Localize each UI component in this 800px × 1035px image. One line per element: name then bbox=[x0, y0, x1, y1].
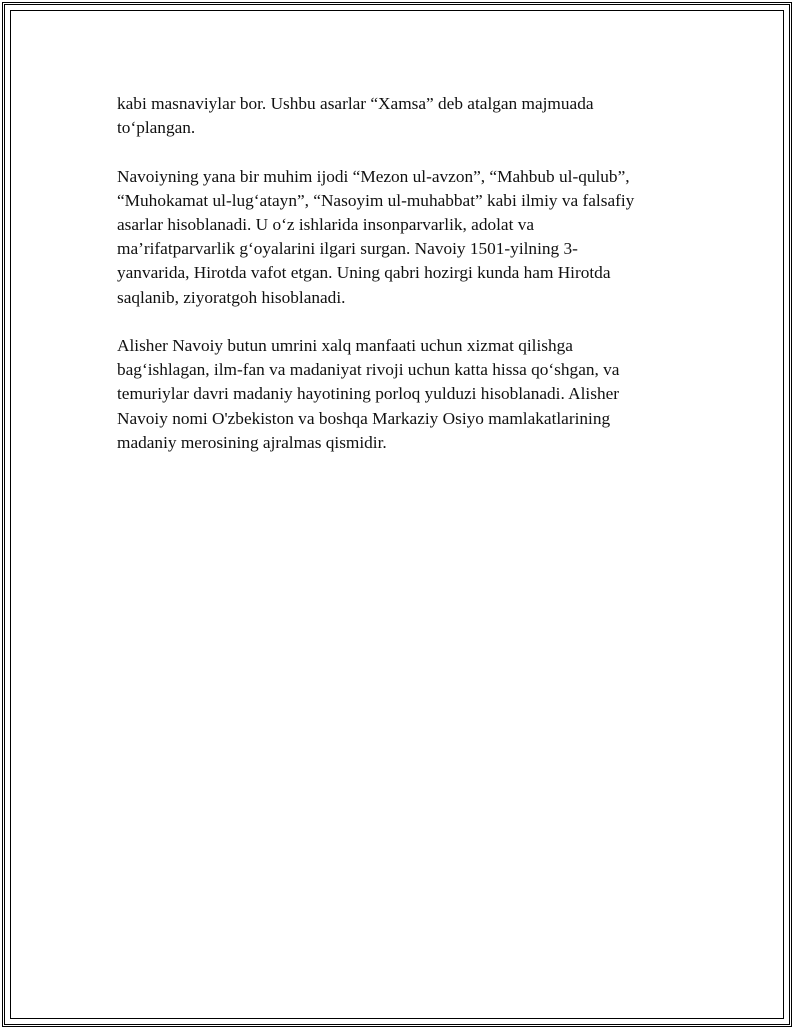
text-line: saqlanib, ziyoratgoh hisoblanadi. bbox=[117, 287, 346, 307]
text-line: ma’rifatparvarlik g‘oyalarini ilgari surgan. Navoiy 1501-yilning 3- bbox=[117, 239, 578, 259]
document-body bbox=[117, 92, 677, 479]
text-line: to‘plangan. bbox=[117, 118, 196, 138]
paragraph bbox=[117, 165, 677, 310]
text-line: madaniy merosining ajralmas qismidir. bbox=[117, 432, 387, 452]
text-line: “Muhokamat ul-lug‘atayn”, “Nasoyim ul-muhabbat” kabi ilmiy va falsafiy bbox=[117, 190, 635, 210]
text-line: bag‘ishlagan, ilm-fan va madaniyat rivoji uchun katta hissa qo‘shgan, va bbox=[117, 360, 620, 380]
text-line: asarlar hisoblanadi. U o‘z ishlarida insonparvarlik, adolat va bbox=[117, 215, 535, 234]
paragraph bbox=[117, 92, 677, 140]
text-line: Navoiy nomi O'zbekiston va boshqa Markaziy Osiyo mamlakatlarining bbox=[117, 408, 611, 428]
paragraph bbox=[117, 334, 677, 455]
text-line: kabi masnaviylar bor. Ushbu asarlar “Xamsa” deb atalgan majmuada bbox=[117, 94, 594, 113]
text-line: yanvarida, Hirotda vafot etgan. Uning qabri hozirgi kunda ham Hirotda bbox=[117, 263, 611, 283]
text-line: Alisher Navoiy butun umrini xalq manfaati uchun xizmat qilishga bbox=[117, 336, 573, 355]
text-line: temuriylar davri madaniy hayotining porloq yulduzi hisoblanadi. Alisher bbox=[117, 384, 620, 404]
text-line: Navoiyning yana bir muhim ijodi “Mezon ul-avzon”, “Mahbub ul-qulub”, bbox=[117, 166, 630, 186]
